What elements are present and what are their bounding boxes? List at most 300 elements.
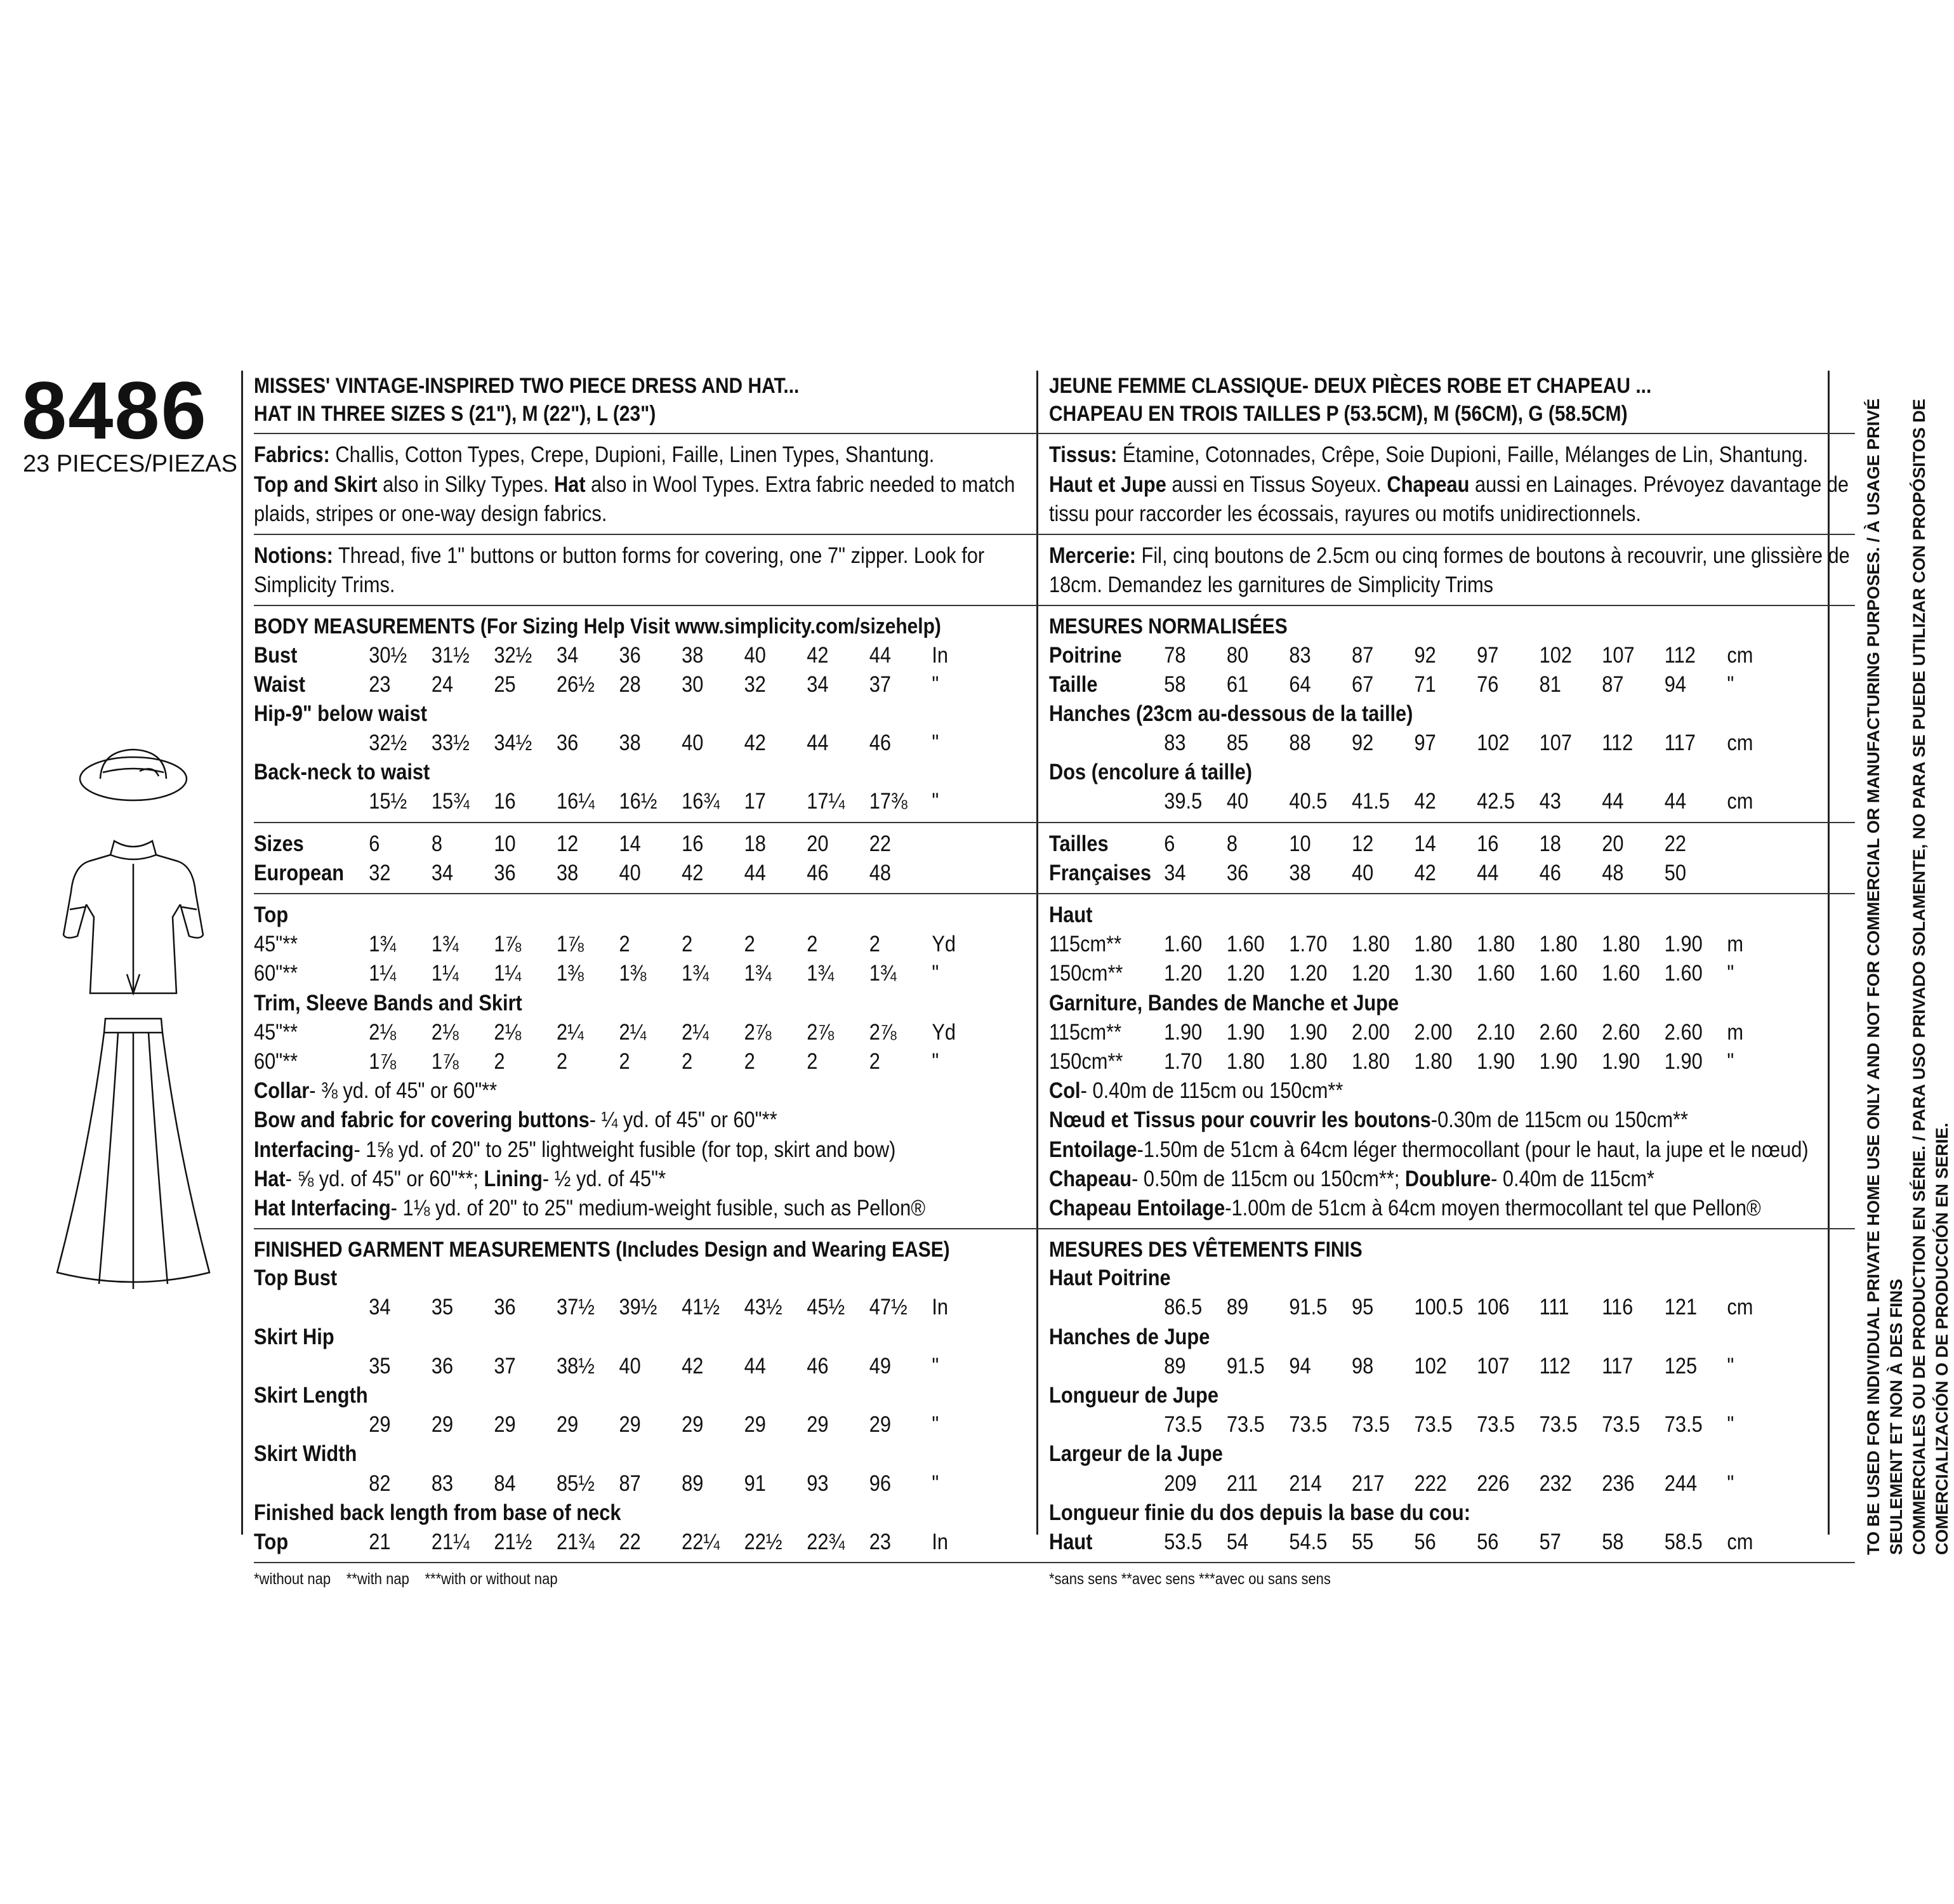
- hanches-value: 97: [1414, 731, 1436, 756]
- haut-115-value: 1.80: [1351, 932, 1390, 957]
- hanches-label: Hanches (23cm au-dessous de la taille): [1049, 701, 1413, 726]
- haut-150-value: 1.20: [1164, 961, 1203, 986]
- dos-value: 40.5: [1289, 789, 1328, 814]
- mesures-heading: MESURES NORMALISÉES: [1049, 614, 1288, 639]
- poitrine-value: 97: [1477, 642, 1499, 668]
- skirt-hip-label: Skirt Hip: [254, 1324, 334, 1349]
- skirt-hip-value: 44: [744, 1353, 766, 1378]
- longueur-dos-haut-row: [1049, 1528, 1766, 1557]
- waist-value: 34: [807, 671, 829, 697]
- skirt-width-label: Skirt Width: [254, 1441, 357, 1467]
- largeur-jupe-value: 226: [1477, 1471, 1510, 1496]
- hanches-jupe-value: 91.5: [1226, 1353, 1265, 1378]
- garniture-label: Garniture, Bandes de Manche et Jupe: [1049, 990, 1399, 1015]
- english-fabrics: [254, 440, 1060, 535]
- garniture-150-value: 1.90: [1539, 1048, 1578, 1074]
- doublure-label: Doublure: [1404, 1166, 1491, 1191]
- hanches-jupe-value: 117: [1602, 1353, 1634, 1378]
- poitrine-label: Poitrine: [1049, 642, 1122, 668]
- french-title-line1: JEUNE FEMME CLASSIQUE- DEUX PIÈCES ROBE ET CHAPEAU ...: [1049, 374, 1652, 398]
- haut-115-value: 1.60: [1164, 932, 1203, 957]
- trim-45-value: 2¼: [619, 1019, 647, 1045]
- dos-value: 42: [1414, 789, 1436, 814]
- european-value: 34: [431, 860, 454, 885]
- taille-value: 94: [1664, 671, 1687, 697]
- haut-poitrine-value: 95: [1351, 1295, 1374, 1320]
- french-mercerie: [1049, 541, 1855, 606]
- skirt-width-row: [254, 1469, 971, 1498]
- haut-yardage-label: Haut: [1049, 902, 1093, 927]
- skirt-hip-value: 46: [807, 1353, 829, 1378]
- back-length-top-value: 21¼: [431, 1529, 470, 1554]
- trim-60-value: 2: [744, 1048, 755, 1074]
- top-45-value: 2: [619, 932, 630, 957]
- francaises-row: [1049, 859, 1766, 888]
- back-neck-value: 17⅜: [869, 789, 908, 814]
- haut-115-value: 1.90: [1664, 932, 1703, 957]
- hanches-value: 88: [1289, 731, 1311, 756]
- taille-value: 81: [1539, 671, 1561, 697]
- largeur-jupe-unit: ": [1727, 1471, 1734, 1496]
- european-value: 40: [619, 860, 641, 885]
- haut-150-value: 1.60: [1539, 961, 1578, 986]
- dos-value: 44: [1602, 789, 1624, 814]
- skirt-hip-value: 49: [869, 1353, 892, 1378]
- poitrine-value: 83: [1289, 642, 1311, 668]
- haut-115-value: 1.80: [1414, 932, 1453, 957]
- skirt-length-value: 29: [556, 1412, 579, 1438]
- dos-value: 42.5: [1477, 789, 1515, 814]
- chapeau-entoilage-text: -1.00m de 51cm à 64cm moyen thermocollant tel que Pellon®: [1225, 1195, 1761, 1220]
- trim-60-value: 2: [619, 1048, 630, 1074]
- top-bust-value: 37½: [556, 1295, 595, 1320]
- haut-poitrine-value: 116: [1602, 1295, 1634, 1320]
- garniture-115-row: [1049, 1018, 1766, 1047]
- bust-value: 30½: [369, 642, 407, 668]
- taille-unit: ": [1727, 671, 1734, 697]
- haut-poitrine-value: 89: [1226, 1295, 1249, 1320]
- noeud-label: Nœud et Tissus pour couvrir les boutons: [1049, 1107, 1431, 1133]
- hanches-value: 102: [1477, 731, 1510, 756]
- usage-notice-line2: COMMERCIALES OU DE PRODUCTION EN SÉRIE. / PARA USO PRIVADO SOLAMENTE, NO PARA SE PUEDE UTILIZAR CON PROPÓSITOS DE COMERCIALIZACIÓN O DE PRODUCCIÓN EN SERIE.: [1909, 399, 1951, 1555]
- haut-115-value: 1.80: [1602, 932, 1640, 957]
- bow-text: - ¼ yd. of 45" or 60"**: [589, 1107, 777, 1133]
- trim-60-value: 2: [556, 1048, 568, 1074]
- european-row: [254, 859, 971, 888]
- bow-label: Bow and fabric for covering buttons: [254, 1107, 590, 1133]
- haut-150-unit: ": [1727, 961, 1734, 986]
- waist-value: 28: [619, 671, 641, 697]
- poitrine-unit: cm: [1727, 642, 1753, 668]
- collar-text: - ⅜ yd. of 45" or 60"**: [309, 1078, 498, 1104]
- chapeau-fabric-text: - 0.50m de 115cm ou 150cm**;: [1132, 1166, 1405, 1191]
- hanches-jupe-value: 107: [1477, 1353, 1510, 1378]
- skirt-length-value: 29: [619, 1412, 641, 1438]
- collar-label: Collar: [254, 1078, 310, 1104]
- longueur-dos-haut-label: Haut: [1049, 1529, 1093, 1554]
- back-neck-value: 15½: [369, 789, 407, 814]
- hip-label: Hip-9" below waist: [254, 701, 428, 726]
- francaises-value: 48: [1602, 860, 1624, 885]
- chapeau-fabric-label: Chapeau: [1049, 1166, 1132, 1191]
- bust-label: Bust: [254, 642, 298, 668]
- hanches-jupe-value: 102: [1414, 1353, 1447, 1378]
- back-neck-unit: ": [932, 789, 939, 814]
- top-60-value: 1¼: [369, 961, 397, 986]
- top-bust-value: 39½: [619, 1295, 657, 1320]
- taille-value: 71: [1414, 671, 1436, 697]
- garniture-115-value: 2.10: [1477, 1019, 1515, 1045]
- back-length-top-value: 22¼: [682, 1529, 720, 1554]
- haut-poitrine-value: 121: [1664, 1295, 1698, 1320]
- haut-150-label: 150cm**: [1049, 961, 1123, 986]
- haut-150-value: 1.20: [1226, 961, 1265, 986]
- trim-45-label: 45"**: [254, 1019, 298, 1045]
- waist-value: 24: [431, 671, 454, 697]
- sizes-value: 16: [682, 831, 704, 856]
- garniture-115-value: 1.90: [1164, 1019, 1203, 1045]
- dos-value: 44: [1664, 789, 1687, 814]
- haut-jupe-label: Haut et Jupe: [1049, 472, 1166, 497]
- hip-value: 44: [807, 731, 829, 756]
- haut-150-value: 1.20: [1289, 961, 1328, 986]
- back-length-top-row: [254, 1528, 971, 1557]
- waist-value: 26½: [556, 671, 595, 697]
- garniture-150-unit: ": [1727, 1048, 1734, 1074]
- hip-value: 36: [556, 731, 579, 756]
- top-45-value: 2: [744, 932, 755, 957]
- trim-45-value: 2¼: [682, 1019, 709, 1045]
- trim-45-value: 2⅛: [369, 1019, 397, 1045]
- skirt-width-value: 96: [869, 1471, 892, 1496]
- longueur-jupe-row: [1049, 1410, 1766, 1439]
- skirt-drawing: [57, 1019, 209, 1289]
- garniture-115-value: 2.00: [1414, 1019, 1453, 1045]
- francaises-value: 42: [1414, 860, 1436, 885]
- haut-poitrine-value: 91.5: [1289, 1295, 1328, 1320]
- top-60-row: [254, 959, 971, 988]
- top-60-value: 1¼: [494, 961, 522, 986]
- haut-150-value: 1.60: [1602, 961, 1640, 986]
- back-neck-value: 16¼: [556, 789, 595, 814]
- longueur-dos-haut-value: 53.5: [1164, 1529, 1203, 1554]
- mercerie-text: Fil, cinq boutons de 2.5cm ou cinq formes de boutons à recouvrir, une glissière de 18cm. Demandez les garnitures de Simplicity Trims: [1049, 543, 1850, 598]
- top-45-value: 1⅞: [494, 932, 522, 957]
- waist-value: 23: [369, 671, 391, 697]
- garniture-150-value: 1.70: [1164, 1048, 1203, 1074]
- garniture-150-value: 1.80: [1351, 1048, 1390, 1074]
- back-neck-value: 16: [494, 789, 516, 814]
- skirt-hip-value: 40: [619, 1353, 641, 1378]
- european-value: 42: [682, 860, 704, 885]
- longueur-jupe-label: Longueur de Jupe: [1049, 1383, 1218, 1408]
- dos-value: 43: [1539, 789, 1561, 814]
- entoilage-text: -1.50m de 51cm à 64cm léger thermocollant (pour le haut, la jupe et le nœud): [1137, 1137, 1809, 1162]
- back-length-top-unit: In: [932, 1529, 949, 1554]
- english-sizes: [254, 830, 1060, 894]
- waist-value: 37: [869, 671, 892, 697]
- top-bust-value: 45½: [807, 1295, 845, 1320]
- col-label: Col: [1049, 1078, 1081, 1104]
- back-neck-value: 16¾: [682, 789, 720, 814]
- francaises-value: 38: [1289, 860, 1311, 885]
- garniture-150-label: 150cm**: [1049, 1048, 1123, 1074]
- longueur-dos-haut-value: 55: [1351, 1529, 1374, 1554]
- sizes-value: 12: [556, 831, 579, 856]
- back-neck-value: 17¼: [807, 789, 845, 814]
- longueur-jupe-value: 73.5: [1164, 1412, 1203, 1438]
- french-tissus: [1049, 440, 1855, 535]
- top-bust-row: [254, 1293, 971, 1322]
- haut-115-value: 1.80: [1539, 932, 1578, 957]
- back-length-top-value: 21: [369, 1529, 391, 1554]
- hanches-value: 92: [1351, 731, 1374, 756]
- sizes-value: 22: [869, 831, 892, 856]
- longueur-jupe-value: 73.5: [1664, 1412, 1703, 1438]
- bust-value: 34: [556, 642, 579, 668]
- dos-unit: cm: [1727, 789, 1753, 814]
- dos-row: [1049, 787, 1766, 816]
- bust-value: 38: [682, 642, 704, 668]
- waist-row: [254, 670, 971, 699]
- skirt-length-value: 29: [682, 1412, 704, 1438]
- haut-150-value: 1.20: [1351, 961, 1390, 986]
- top-60-value: 1¼: [431, 961, 459, 986]
- french-footnote: *sans sens **avec sens ***avec ou sans sens: [1049, 1570, 1331, 1589]
- col-text: - 0.40m de 115cm ou 150cm**: [1080, 1078, 1343, 1104]
- usage-notice: [1863, 349, 1954, 1555]
- english-body-measurements: [254, 612, 1060, 823]
- bust-value: 32½: [494, 642, 532, 668]
- skirt-width-value: 83: [431, 1471, 454, 1496]
- sizes-row: [254, 830, 971, 859]
- back-neck-value: 17: [744, 789, 766, 814]
- dos-value: 40: [1226, 789, 1249, 814]
- garniture-115-value: 1.90: [1289, 1019, 1328, 1045]
- dos-value: 41.5: [1351, 789, 1390, 814]
- skirt-hip-unit: ": [932, 1353, 939, 1378]
- garniture-150-row: [1049, 1047, 1766, 1076]
- finis-heading: MESURES DES VÊTEMENTS FINIS: [1049, 1238, 1363, 1262]
- longueur-jupe-unit: ": [1727, 1412, 1734, 1438]
- trim-45-row: [254, 1018, 971, 1047]
- top-60-value: 1¾: [682, 961, 709, 986]
- skirt-length-unit: ": [932, 1412, 939, 1438]
- garniture-115-value: 2.60: [1539, 1019, 1578, 1045]
- european-value: 36: [494, 860, 516, 885]
- taille-value: 61: [1226, 671, 1249, 697]
- skirt-length-value: 29: [807, 1412, 829, 1438]
- top-45-value: 2: [807, 932, 818, 957]
- largeur-jupe-value: 209: [1164, 1471, 1197, 1496]
- hanches-jupe-unit: ": [1727, 1353, 1734, 1378]
- skirt-hip-value: 37: [494, 1353, 516, 1378]
- footnote-with-nap: **with nap: [346, 1570, 409, 1589]
- skirt-length-value: 29: [431, 1412, 454, 1438]
- taille-value: 67: [1351, 671, 1374, 697]
- tailles-value: 22: [1664, 831, 1687, 856]
- french-sizes: [1049, 830, 1855, 894]
- haut-150-value: 1.60: [1477, 961, 1515, 986]
- largeur-jupe-value: 211: [1226, 1471, 1258, 1496]
- trim-45-value: 2⅛: [494, 1019, 522, 1045]
- back-neck-value: 15¾: [431, 789, 470, 814]
- trim-60-row: [254, 1047, 971, 1076]
- body-heading: BODY MEASUREMENTS (For Sizing Help Visit www.simplicity.com/sizehelp): [254, 614, 941, 639]
- haut-115-row: [1049, 930, 1766, 959]
- trim-45-value: 2⅛: [431, 1019, 459, 1045]
- garniture-150-value: 1.90: [1477, 1048, 1515, 1074]
- sizes-value: 20: [807, 831, 829, 856]
- longueur-dos-haut-value: 54: [1226, 1529, 1249, 1554]
- european-label: European: [254, 860, 345, 885]
- hip-value: 42: [744, 731, 766, 756]
- european-value: 32: [369, 860, 391, 885]
- trim-60-label: 60"**: [254, 1048, 298, 1074]
- english-title-line1: MISSES' VINTAGE-INSPIRED TWO PIECE DRESS AND HAT...: [254, 374, 800, 398]
- francaises-value: 50: [1664, 860, 1687, 885]
- garniture-150-value: 1.80: [1289, 1048, 1328, 1074]
- francaises-label: Françaises: [1049, 860, 1151, 885]
- waist-value: 30: [682, 671, 704, 697]
- skirt-width-unit: ": [932, 1471, 939, 1496]
- pattern-number: 8486: [22, 366, 208, 456]
- lining-label: Lining: [484, 1166, 543, 1191]
- top-45-value: 2: [869, 932, 880, 957]
- longueur-dos-haut-unit: cm: [1727, 1529, 1753, 1554]
- taille-value: 87: [1602, 671, 1624, 697]
- hanches-row: [1049, 729, 1766, 758]
- hanches-jupe-value: 112: [1539, 1353, 1571, 1378]
- tailles-value: 20: [1602, 831, 1624, 856]
- haut-jupe-text: aussi en Tissus Soyeux.: [1166, 472, 1387, 497]
- garniture-150-value: 1.80: [1414, 1048, 1453, 1074]
- bust-value: 40: [744, 642, 766, 668]
- waist-label: Waist: [254, 671, 306, 697]
- top-bust-value: 41½: [682, 1295, 720, 1320]
- top-45-unit: Yd: [932, 932, 956, 957]
- back-length-label: Finished back length from base of neck: [254, 1500, 621, 1525]
- longueur-dos-haut-value: 57: [1539, 1529, 1561, 1554]
- skirt-hip-value: 36: [431, 1353, 454, 1378]
- top-bust-value: 35: [431, 1295, 454, 1320]
- top-bust-unit: In: [932, 1295, 949, 1320]
- hanches-jupe-row: [1049, 1352, 1766, 1381]
- chapeau-text: aussi en Lainages. Prévoyez davantage de tissu pour raccorder les écossais, rayures ou motifs unidirectionnels.: [1049, 472, 1849, 526]
- hanches-value: 117: [1664, 731, 1696, 756]
- hanches-value: 85: [1226, 731, 1249, 756]
- poitrine-value: 107: [1602, 642, 1635, 668]
- skirt-length-label: Skirt Length: [254, 1383, 368, 1408]
- top-60-value: 1¾: [744, 961, 772, 986]
- english-title-line2: HAT IN THREE SIZES S (21"), M (22"), L (23"): [254, 402, 656, 426]
- garment-illustration: [44, 746, 222, 1304]
- sizes-value: 10: [494, 831, 516, 856]
- taille-value: 64: [1289, 671, 1311, 697]
- hanches-jupe-value: 94: [1289, 1353, 1311, 1378]
- poitrine-value: 92: [1414, 642, 1436, 668]
- hanches-jupe-value: 98: [1351, 1353, 1374, 1378]
- garniture-115-label: 115cm**: [1049, 1019, 1122, 1045]
- top-45-value: 1¾: [431, 932, 459, 957]
- hanches-jupe-value: 125: [1664, 1353, 1698, 1378]
- garniture-115-unit: m: [1727, 1019, 1743, 1045]
- garniture-150-value: 1.80: [1226, 1048, 1265, 1074]
- back-length-top-value: 21½: [494, 1529, 532, 1554]
- sizes-value: 6: [369, 831, 380, 856]
- tailles-row: [1049, 830, 1766, 859]
- longueur-dos-haut-value: 58.5: [1664, 1529, 1703, 1554]
- poitrine-value: 102: [1539, 642, 1573, 668]
- top-60-value: 1¾: [807, 961, 835, 986]
- top-60-value: 1¾: [869, 961, 897, 986]
- hip-value: 38: [619, 731, 641, 756]
- footnote-with-or-without: ***with or without nap: [425, 1570, 558, 1589]
- entoilage-label: Entoilage: [1049, 1137, 1137, 1162]
- skirt-width-value: 84: [494, 1471, 516, 1496]
- skirt-length-row: [254, 1410, 971, 1439]
- skirt-hip-value: 42: [682, 1353, 704, 1378]
- sizes-value: 8: [431, 831, 442, 856]
- haut-150-row: [1049, 959, 1766, 988]
- hanches-value: 107: [1539, 731, 1573, 756]
- english-notions: [254, 541, 1060, 606]
- poitrine-row: [1049, 641, 1766, 670]
- trim-60-value: 2: [869, 1048, 880, 1074]
- hip-value: 40: [682, 731, 704, 756]
- french-section: [1049, 372, 1855, 1589]
- hat-interfacing-label: Hat Interfacing: [254, 1195, 391, 1220]
- mercerie-label: Mercerie:: [1049, 543, 1136, 568]
- back-neck-value: 16½: [619, 789, 657, 814]
- largeur-jupe-value: 236: [1602, 1471, 1635, 1496]
- top-bust-value: 36: [494, 1295, 516, 1320]
- body-table: [254, 641, 971, 817]
- francaises-value: 40: [1351, 860, 1374, 885]
- bust-row: [254, 641, 971, 670]
- largeur-jupe-row: [1049, 1469, 1766, 1498]
- waist-unit: ": [932, 671, 939, 697]
- skirt-length-value: 29: [744, 1412, 766, 1438]
- haut-115-label: 115cm**: [1049, 932, 1122, 957]
- doublure-text: - 0.40m de 115cm*: [1491, 1166, 1655, 1191]
- waist-value: 25: [494, 671, 516, 697]
- english-footnote: [254, 1570, 1060, 1589]
- tailles-label: Tailles: [1049, 831, 1109, 856]
- noeud-text: -0.30m de 115cm ou 150cm**: [1430, 1107, 1688, 1133]
- tailles-value: 14: [1414, 831, 1436, 856]
- longueur-jupe-value: 73.5: [1351, 1412, 1390, 1438]
- skirt-length-value: 29: [369, 1412, 391, 1438]
- waist-value: 32: [744, 671, 766, 697]
- top-60-unit: ": [932, 961, 939, 986]
- haut-115-value: 1.80: [1477, 932, 1515, 957]
- trim-45-value: 2¼: [556, 1019, 584, 1045]
- top-45-row: [254, 930, 971, 959]
- taille-label: Taille: [1049, 671, 1098, 697]
- top-60-value: 1⅜: [556, 961, 584, 986]
- longueur-dos-haut-value: 54.5: [1289, 1529, 1328, 1554]
- french-yardage: [1049, 901, 1855, 1229]
- lining-text: - ½ yd. of 45"*: [542, 1166, 666, 1191]
- trim-60-value: 2: [807, 1048, 818, 1074]
- back-neck-row: [254, 787, 971, 816]
- longueur-jupe-value: 73.5: [1539, 1412, 1578, 1438]
- tailles-value: 8: [1226, 831, 1238, 856]
- interfacing-text: - 1⅝ yd. of 20" to 25" lightweight fusible (for top, skirt and bow): [353, 1137, 896, 1162]
- bust-value: 31½: [431, 642, 470, 668]
- trim-yardage-label: Trim, Sleeve Bands and Skirt: [254, 990, 522, 1015]
